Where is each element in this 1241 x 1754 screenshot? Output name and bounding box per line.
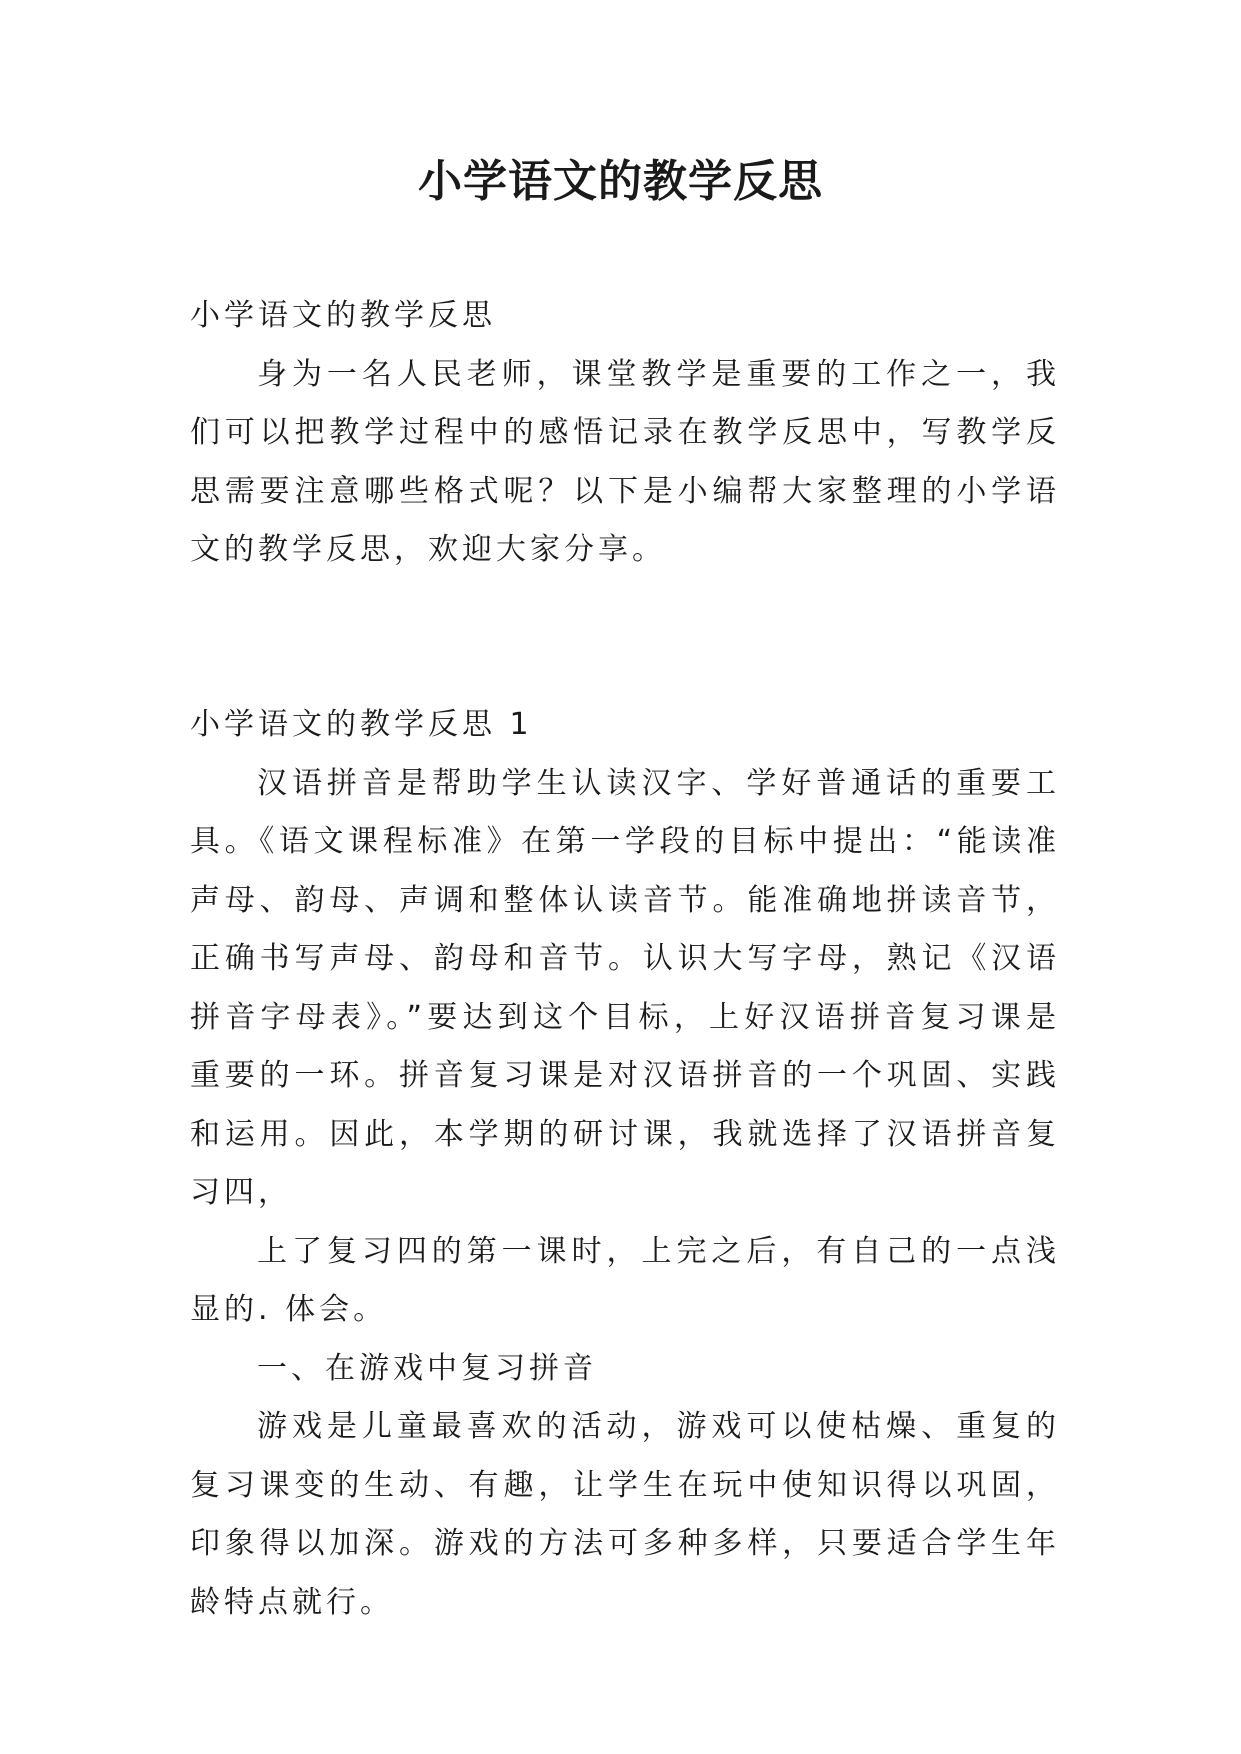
section-1-heading: 小学语文的教学反思 1 [190,707,533,742]
intro-heading: 小学语文的教学反思 [190,298,496,333]
section-1-paragraph-2: 上了复习四的第一课时，上完之后，有自己的一点浅显的. 体会。 [190,1233,1060,1327]
intro-section [190,287,1060,580]
section-1 [190,696,1060,1632]
intro-paragraph: 身为一名人民老师，课堂教学是重要的工作之一，我们可以把教学过程中的感悟记录在教学反思中，写教学反思需要注意哪些格式呢？以下是小编帮大家整理的小学语文的教学反思，欢迎大家分享。 [190,356,1060,567]
section-1-subheading: 一、在游戏中复习拼音 [257,1350,597,1386]
section-1-paragraph-1: 汉语拼音是帮助学生认读汉字、学好普通话的重要工具。《语文课程标准》在第一学段的目标中提出：“能读准声母、韵母、声调和整体认读音节。能准确地拼读音节，正确书写声母、韵母和音节。认识大写字母，熟记《汉语拼音字母表》。”要达到这个目标，上好汉语拼音复习课是重要的一环。拼音复习课是对汉语拼音的一个巩固、实践和运用。因此，本学期的研讨课，我就选择了汉语拼音复习四， [190,765,1060,1210]
section-1-paragraph-3: 游戏是儿童最喜欢的活动，游戏可以使枯燥、重复的复习课变的生动、有趣，让学生在玩中使知识得以巩固，印象得以加深。游戏的方法可多种多样，只要适合学生年龄特点就行。 [190,1409,1060,1620]
document-title: 小学语文的教学反思 [418,156,823,207]
